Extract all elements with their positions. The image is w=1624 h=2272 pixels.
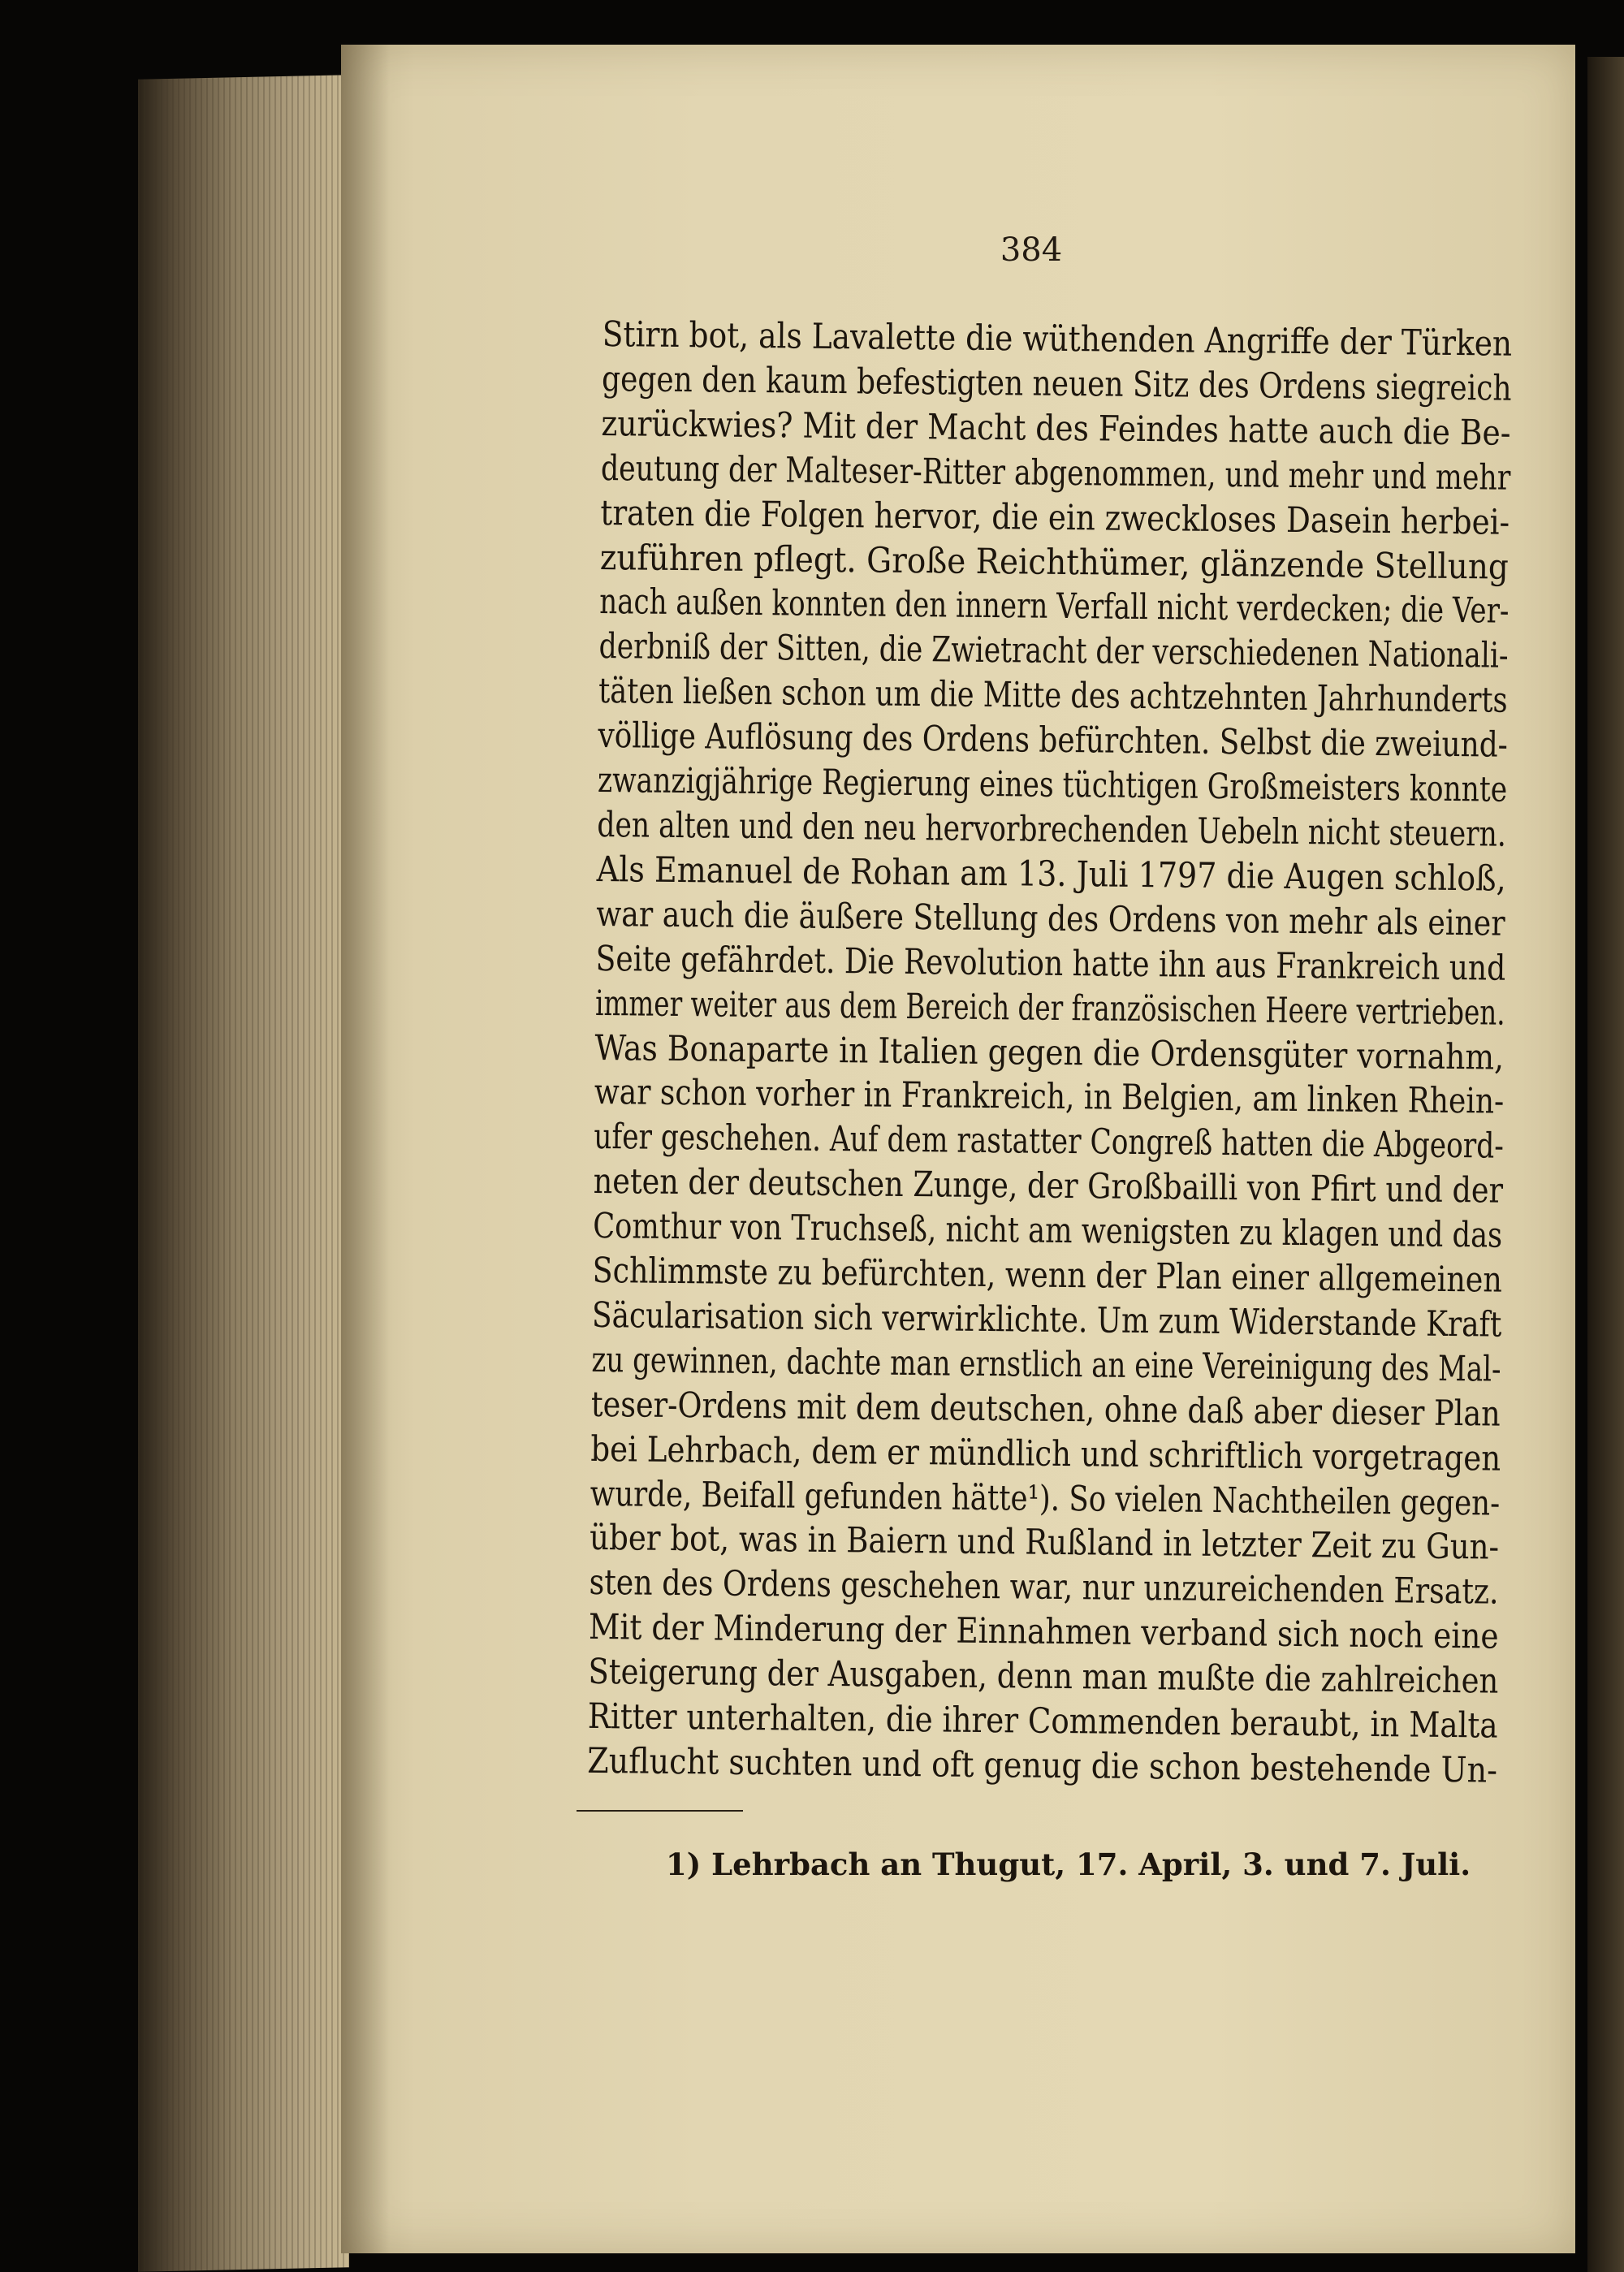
- text-line: Zuflucht suchten und oft genug die schon bestehende Un-: [587, 1740, 1498, 1791]
- text-line: völlige Auflösung des Ordens befürchten. Selbst die zweiund-: [598, 715, 1509, 766]
- text-line: Als Emanuel de Rohan am 13. Juli 1797 die Augen schloß,: [596, 849, 1506, 900]
- text-line: Was Bonaparte in Italien gegen die Ordensgüter vornahm,: [594, 1027, 1505, 1078]
- text-line: zu gewinnen, dachte man ernstlich an eine Vereinigung des Mal-: [591, 1339, 1501, 1390]
- book-page-edges: [138, 75, 349, 2271]
- text-line: neten der deutschen Zunge, der Großbailli von Pfirt und der: [593, 1161, 1504, 1212]
- text-line: sten des Ordens geschehen war, nur unzureichenden Ersatz.: [589, 1562, 1499, 1613]
- text-line: zuführen pflegt. Große Reichthümer, glänzende Stellung: [599, 537, 1510, 588]
- text-line: teser-Ordens mit dem deutschen, ohne daß aber dieser Plan: [590, 1384, 1501, 1435]
- text-line: Seite gefährdet. Die Revolution hatte ihn aus Frankreich und: [595, 938, 1506, 989]
- text-line: zwanzigjährige Regierung eines tüchtigen Großmeisters konnte: [597, 760, 1508, 810]
- text-line: immer weiter aus dem Bereich der französischen Heere vertrieben.: [594, 983, 1505, 1034]
- facing-page-edge: [1587, 57, 1624, 2272]
- text-line: deutung der Malteser-Ritter abgenommen, und mehr und mehr: [600, 447, 1511, 499]
- text-line: derbniß der Sitten, die Zwietracht der verschiedenen Nationali-: [598, 626, 1509, 677]
- text-line: nach außen konnten den innern Verfall nicht verdecken; die Ver-: [599, 581, 1510, 633]
- text-line: Mit der Minderung der Einnahmen verband sich noch eine: [588, 1607, 1499, 1657]
- text-line: zurückwies? Mit der Macht des Feindes hatte auch die Be-: [601, 403, 1511, 454]
- page-gutter-shadow: [341, 45, 390, 2253]
- text-line: war auch die äußere Stellung des Ordens von mehr als einer: [595, 893, 1505, 944]
- text-line: den alten und den neu hervorbrechenden Uebeln nicht steuern.: [597, 804, 1507, 855]
- text-line: traten die Folgen hervor, die ein zweckloses Dasein herbei-: [600, 492, 1510, 543]
- text-line: gegen den kaum befestigten neuen Sitz des Ordens siegreich: [601, 358, 1512, 409]
- text-line: täten ließen schon um die Mitte des achtzehnten Jahrhunderts: [598, 671, 1508, 721]
- text-line: Comthur von Truchseß, nicht am wenigsten zu klagen und das: [592, 1206, 1503, 1256]
- text-line: Schlimmste zu befürchten, wenn der Plan einer allgemeinen: [592, 1250, 1503, 1301]
- text-line: über bot, was in Baiern und Rußland in letzter Zeit zu Gun-: [589, 1518, 1500, 1569]
- page-number: 384: [1000, 231, 1063, 269]
- text-line: bei Lehrbach, dem er mündlich und schriftlich vorgetragen: [590, 1428, 1501, 1479]
- body-text: [587, 313, 1512, 1794]
- text-line: war schon vorher in Frankreich, in Belgien, am linken Rhein-: [594, 1072, 1505, 1123]
- text-line: Ritter unterhalten, die ihrer Commenden beraubt, in Malta: [587, 1696, 1498, 1747]
- text-line: Stirn bot, als Lavalette die wüthenden Angriffe der Türken: [602, 313, 1513, 365]
- text-line: Steigerung der Ausgaben, denn man mußte die zahlreichen: [588, 1652, 1499, 1702]
- text-line: Säcularisation sich verwirklichte. Um zum Widerstande Kraft: [591, 1294, 1502, 1345]
- text-line: ufer geschehen. Auf dem rastatter Congreß hatten die Abgeord-: [594, 1117, 1505, 1167]
- footnote: 1) Lehrbach an Thugut, 17. April, 3. und 7. Juli.: [666, 1847, 1471, 1882]
- footnote-rule: [577, 1810, 743, 1812]
- text-line: wurde, Beifall gefunden hätte¹). So vielen Nachtheilen gegen-: [590, 1473, 1501, 1524]
